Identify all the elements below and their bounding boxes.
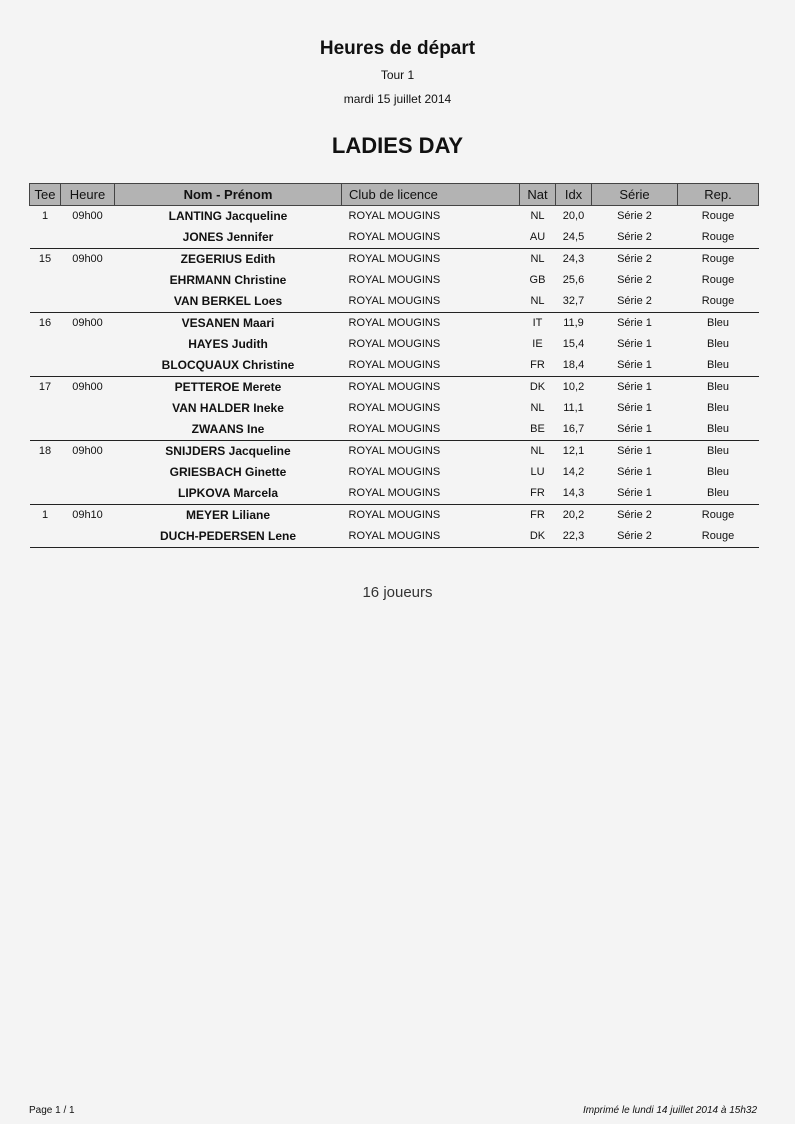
player-count: 16 joueurs (362, 584, 433, 601)
rep-cell: Rouge (678, 206, 759, 228)
rep-cell: Bleu (678, 313, 759, 335)
table-row (30, 441, 759, 463)
tee-cell (30, 291, 61, 313)
player-name: ZWAANS Ine (191, 422, 265, 436)
print-date: Imprimé le lundi 14 juillet 2014 à 15h32 (583, 1105, 757, 1116)
serie-cell: Série 1 (617, 402, 652, 414)
start-times-table (29, 183, 759, 548)
time-cell: 09h00 (61, 441, 115, 463)
player-name: LANTING Jacqueline (115, 206, 342, 228)
idx-cell: 11,9 (556, 313, 592, 335)
date-label: mardi 15 juillet 2014 (343, 92, 452, 106)
rep-cell: Bleu (678, 377, 759, 399)
player-name: VAN HALDER Ineke (172, 401, 284, 415)
time-cell (61, 483, 115, 505)
nat-cell: AU (529, 231, 546, 243)
table-row (30, 313, 759, 335)
tee-cell: 15 (30, 249, 61, 271)
tee-cell (30, 526, 61, 548)
time-cell (61, 291, 115, 313)
col-club: Club de licence (342, 184, 520, 206)
nat-cell: FR (520, 505, 556, 527)
idx-cell: 32,7 (562, 295, 585, 307)
table-row (30, 249, 759, 271)
serie-cell: Série 1 (617, 487, 652, 499)
table-row (30, 227, 759, 249)
tee-cell: 16 (30, 313, 61, 335)
player-name: BLOCQUAUX Christine (161, 358, 295, 372)
club-cell: ROYAL MOUGINS (342, 206, 520, 228)
serie-cell: Série 1 (617, 423, 652, 435)
club-cell: ROYAL MOUGINS (348, 487, 441, 499)
club-cell: ROYAL MOUGINS (342, 377, 520, 399)
serie-cell: Série 1 (617, 359, 652, 371)
player-name: VAN BERKEL Loes (173, 294, 283, 308)
tee-cell (30, 419, 61, 441)
serie-cell: Série 1 (592, 313, 678, 335)
player-name: JONES Jennifer (182, 230, 274, 244)
idx-cell: 20,2 (556, 505, 592, 527)
time-cell: 09h00 (61, 249, 115, 271)
serie-cell: Série 2 (617, 295, 652, 307)
table-row (30, 398, 759, 419)
nat-cell: IT (520, 313, 556, 335)
col-nom: Nom - Prénom (115, 184, 342, 206)
page-title: Heures de départ (319, 38, 476, 59)
nat-cell: NL (520, 249, 556, 271)
idx-cell: 14,2 (562, 466, 585, 478)
rep-cell: Bleu (706, 359, 730, 371)
club-cell: ROYAL MOUGINS (348, 338, 441, 350)
table-row (30, 334, 759, 355)
player-name: DUCH-PEDERSEN Lene (115, 526, 342, 548)
idx-cell: 15,4 (562, 338, 585, 350)
col-tee: Tee (30, 184, 61, 206)
rep-cell: Bleu (706, 487, 730, 499)
player-name: EHRMANN Christine (169, 273, 287, 287)
nat-cell: NL (530, 402, 545, 414)
time-cell (61, 270, 115, 291)
idx-cell: 20,0 (556, 206, 592, 228)
tee-cell: 1 (30, 505, 61, 527)
player-name: LIPKOVA Marcela (177, 486, 279, 500)
nat-cell: NL (520, 441, 556, 463)
nat-cell: BE (530, 423, 545, 435)
table-header (30, 184, 759, 206)
club-cell: ROYAL MOUGINS (342, 313, 520, 335)
tee-cell (30, 334, 61, 355)
club-cell: ROYAL MOUGINS (348, 295, 441, 307)
rep-cell: Bleu (706, 402, 730, 414)
idx-cell: 25,6 (562, 274, 585, 286)
table-row (30, 526, 759, 548)
nat-cell: GB (529, 274, 546, 286)
col-serie: Série (592, 184, 678, 206)
nat-cell: NL (530, 295, 545, 307)
rep-cell: Rouge (678, 526, 759, 548)
nat-cell: FR (530, 487, 545, 499)
serie-cell: Série 1 (617, 338, 652, 350)
serie-cell: Série 2 (617, 231, 652, 243)
serie-cell: Série 1 (592, 441, 678, 463)
rep-cell: Bleu (706, 466, 730, 478)
club-cell: ROYAL MOUGINS (348, 231, 441, 243)
club-cell: ROYAL MOUGINS (342, 441, 520, 463)
time-cell (61, 334, 115, 355)
rep-cell: Rouge (701, 231, 735, 243)
club-cell: ROYAL MOUGINS (342, 249, 520, 271)
serie-cell: Série 2 (617, 274, 652, 286)
player-name: SNIJDERS Jacqueline (115, 441, 342, 463)
col-nat: Nat (520, 184, 556, 206)
time-cell (61, 419, 115, 441)
tee-cell (30, 483, 61, 505)
rep-cell: Rouge (678, 505, 759, 527)
round-label: Tour 1 (380, 68, 415, 82)
player-name: HAYES Judith (188, 337, 268, 351)
serie-cell: Série 1 (592, 377, 678, 399)
idx-cell: 22,3 (556, 526, 592, 548)
serie-cell: Série 2 (592, 206, 678, 228)
nat-cell: DK (520, 377, 556, 399)
nat-cell: DK (520, 526, 556, 548)
player-name: GRIESBACH Ginette (169, 465, 287, 479)
nat-cell: LU (530, 466, 545, 478)
rep-cell: Rouge (678, 249, 759, 271)
time-cell (61, 526, 115, 548)
idx-cell: 24,3 (556, 249, 592, 271)
serie-cell: Série 2 (592, 505, 678, 527)
club-cell: ROYAL MOUGINS (342, 526, 520, 548)
club-cell: ROYAL MOUGINS (348, 423, 441, 435)
player-name: PETTEROE Merete (115, 377, 342, 399)
tee-cell (30, 398, 61, 419)
rep-cell: Rouge (701, 274, 735, 286)
tee-cell: 17 (30, 377, 61, 399)
club-cell: ROYAL MOUGINS (348, 274, 441, 286)
nat-cell: FR (530, 359, 545, 371)
time-cell: 09h10 (61, 505, 115, 527)
serie-cell: Série 1 (617, 466, 652, 478)
table-row (30, 462, 759, 483)
idx-cell: 11,1 (563, 402, 584, 414)
idx-cell: 14,3 (562, 487, 585, 499)
tee-cell (30, 462, 61, 483)
col-heure: Heure (61, 184, 115, 206)
tee-cell (30, 227, 61, 249)
club-cell: ROYAL MOUGINS (348, 466, 441, 478)
tee-cell (30, 355, 61, 377)
idx-cell: 24,5 (562, 231, 585, 243)
time-cell (61, 355, 115, 377)
serie-cell: Série 2 (592, 526, 678, 548)
tee-cell (30, 270, 61, 291)
table-row (30, 270, 759, 291)
nat-cell: NL (520, 206, 556, 228)
player-name: ZEGERIUS Edith (115, 249, 342, 271)
table-row (30, 291, 759, 313)
table-row (30, 419, 759, 441)
table-container (29, 183, 758, 548)
rep-cell: Bleu (706, 338, 730, 350)
time-cell: 09h00 (61, 206, 115, 228)
serie-cell: Série 2 (592, 249, 678, 271)
club-cell: ROYAL MOUGINS (348, 359, 441, 371)
time-cell: 09h00 (61, 313, 115, 335)
tee-cell: 18 (30, 441, 61, 463)
idx-cell: 18,4 (562, 359, 585, 371)
rep-cell: Rouge (701, 295, 735, 307)
time-cell: 09h00 (61, 377, 115, 399)
rep-cell: Bleu (678, 441, 759, 463)
col-rep: Rep. (678, 184, 759, 206)
event-title: LADIES DAY (331, 133, 464, 158)
player-name: MEYER Liliane (115, 505, 342, 527)
nat-cell: IE (532, 338, 543, 350)
club-cell: ROYAL MOUGINS (342, 505, 520, 527)
idx-cell: 16,7 (562, 423, 585, 435)
time-cell (61, 462, 115, 483)
table-row (30, 206, 759, 228)
time-cell (61, 398, 115, 419)
idx-cell: 12,1 (556, 441, 592, 463)
club-cell: ROYAL MOUGINS (348, 402, 441, 414)
table-row (30, 483, 759, 505)
idx-cell: 10,2 (556, 377, 592, 399)
table-row (30, 505, 759, 527)
time-cell (61, 227, 115, 249)
tee-cell: 1 (30, 206, 61, 228)
player-name: VESANEN Maari (115, 313, 342, 335)
page-number: Page 1 / 1 (29, 1105, 75, 1116)
table-row (30, 377, 759, 399)
page-header (0, 0, 795, 159)
col-idx: Idx (556, 184, 592, 206)
rep-cell: Bleu (706, 423, 730, 435)
table-row (30, 355, 759, 377)
